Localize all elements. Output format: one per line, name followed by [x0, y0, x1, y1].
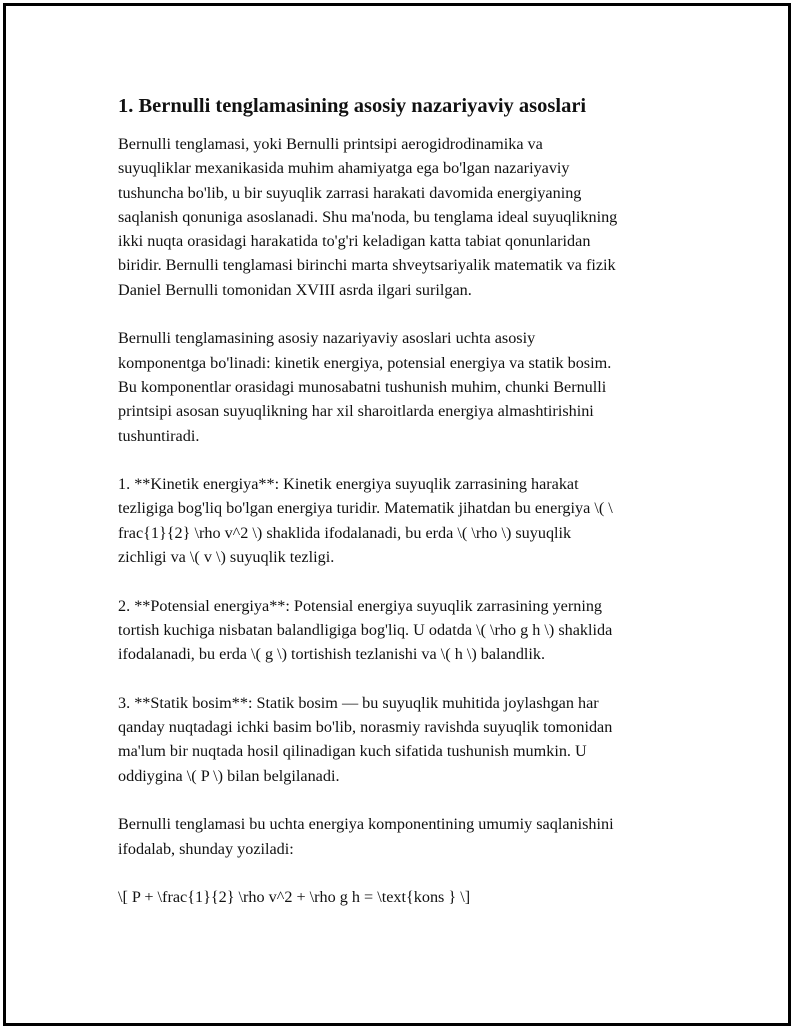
text-line: ifodalanadi, bu erda \( g \) tortishish tezlanishi va \( h \) balandlik.: [118, 645, 546, 664]
paragraph-potential-energy: [118, 594, 698, 667]
text-line: qanday nuqtadagi ichki basim bo'lib, norasmiy ravishda suyuqlik tomonidan: [118, 718, 613, 737]
text-line: tezligiga bog'liq bo'lgan energiya turidir. Matematik jihatdan bu energiya \( \: [118, 499, 613, 518]
text-line: suyuqliklar mexanikasida muhim ahamiyatga ega bo'lgan nazariyaviy: [118, 159, 570, 178]
text-line: zichligi va \( v \) suyuqlik tezligi.: [118, 548, 335, 567]
text-line: tushuntiradi.: [118, 426, 200, 445]
paragraph-static-pressure: [118, 691, 698, 788]
text-line: Bernulli tenglamasi, yoki Bernulli printsipi aerogidrodinamika va: [118, 135, 543, 153]
text-line: 1. **Kinetik energiya**: Kinetik energiya suyuqlik zarrasining harakat: [118, 475, 579, 494]
text-line: ifodalab, shunday yoziladi:: [118, 839, 294, 858]
text-line: oddiygina \( P \) bilan belgilanadi.: [118, 766, 340, 785]
text-line: saqlanish qonuniga asoslanadi. Shu ma'noda, bu tenglama ideal suyuqlikning: [118, 207, 618, 226]
text-line: biridir. Bernulli tenglamasi birinchi marta shveytsariyalik matematik va fizik: [118, 256, 616, 275]
text-line: komponentga bo'linadi: kinetik energiya, potensial energiya va statik bosim.: [118, 353, 612, 372]
text-line: ma'lum bir nuqtada hosil qilinadigan kuch sifatida tushunish mumkin. U: [118, 742, 587, 761]
bernoulli-equation: [118, 885, 698, 909]
text-line: tushuncha bo'lib, u bir suyuqlik zarrasi harakati davomida energiyaning: [118, 183, 582, 202]
text-line: Bernulli tenglamasi bu uchta energiya komponentining umumiy saqlanishini: [118, 815, 614, 834]
paragraph-intro: [118, 132, 698, 302]
text-line: Bernulli tenglamasining asosiy nazariyaviy asoslari uchta asosiy: [118, 329, 536, 348]
paragraph-kinetic-energy: [118, 472, 698, 569]
text-line: frac{1}{2} \rho v^2 \) shaklida ifodalanadi, bu erda \( \rho \) suyuqlik: [118, 523, 572, 542]
equation-line: \[ P + \frac{1}{2} \rho v^2 + \rho g h = \text{kons } \]: [118, 888, 471, 907]
paragraph-components: [118, 326, 698, 447]
text-line: Bu komponentlar orasidagi munosabatni tushunish muhim, chunki Bernulli: [118, 377, 607, 396]
document-body: [118, 92, 698, 934]
text-line: 3. **Statik bosim**: Statik bosim — bu suyuqlik muhitida joylashgan har: [118, 693, 599, 712]
text-line: Daniel Bernulli tomonidan XVIII asrda ilgari surilgan.: [118, 280, 472, 299]
section-heading: 1. Bernulli tenglamasining asosiy nazariyaviy asoslari: [118, 95, 587, 117]
text-line: 2. **Potensial energiya**: Potensial energiya suyuqlik zarrasining yerning: [118, 596, 603, 615]
text-line: printsipi asosan suyuqlikning har xil sharoitlarda energiya almashtirishini: [118, 402, 594, 421]
text-line: tortish kuchiga nisbatan balandligiga bog'liq. U odatda \( \rho g h \) shaklida: [118, 620, 613, 639]
paragraph-equation-intro: [118, 812, 698, 861]
text-line: ikki nuqta orasidagi harakatida to'g'ri keladigan katta tabiat qonunlaridan: [118, 232, 591, 251]
